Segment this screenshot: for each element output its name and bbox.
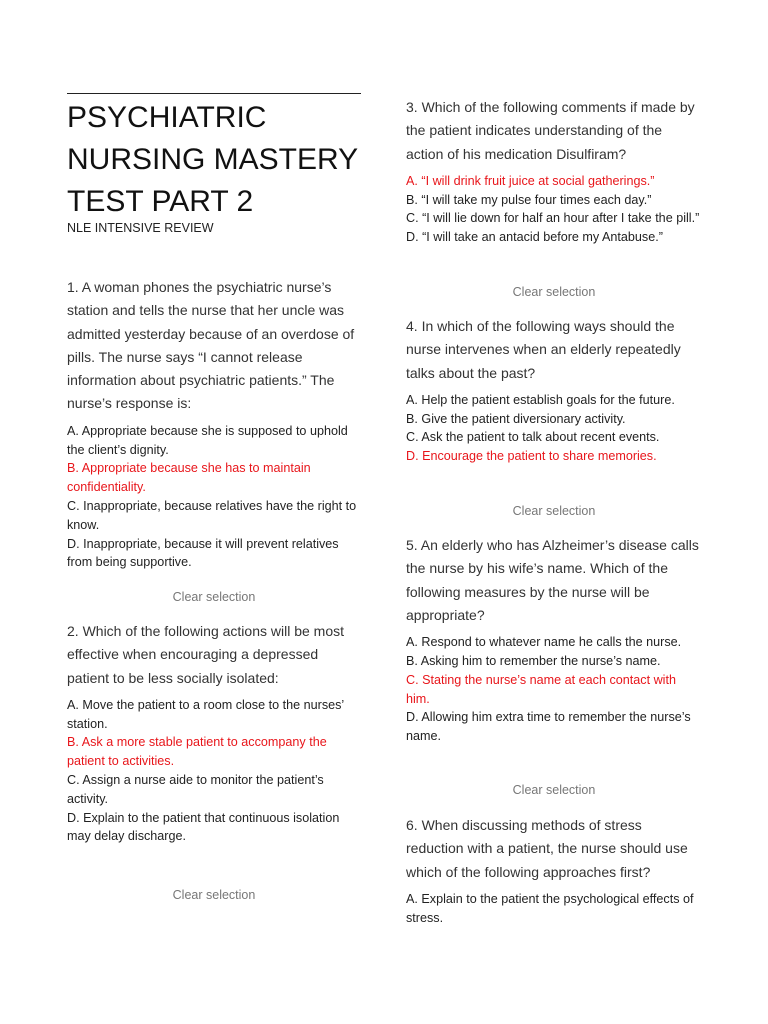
question-4 (406, 315, 702, 466)
option-c[interactable]: C. “I will lie down for half an hour after I take the pill.” (406, 211, 700, 226)
option-b[interactable]: B. Ask a more stable patient to accompany the patient to activities. (67, 735, 327, 769)
option-b[interactable]: B. “I will take my pulse four times each day.” (406, 192, 652, 207)
option-c[interactable]: C. Ask the patient to talk about recent events. (406, 430, 660, 445)
option-a[interactable]: A. Help the patient establish goals for the future. (406, 392, 675, 407)
question-text: 6. When discussing methods of stress reduction with a patient, the nurse should use which of the following approaches first? (406, 817, 688, 880)
question-3 (406, 96, 702, 247)
option-b[interactable]: B. Appropriate because she has to maintain confidentiality. (67, 461, 311, 495)
clear-selection-button[interactable]: Clear selection (512, 783, 596, 797)
option-a[interactable]: A. Move the patient to a room close to the nurses’ station. (67, 697, 344, 731)
clear-selection-button[interactable]: Clear selection (172, 888, 256, 902)
question-text: 2. Which of the following actions will be most effective when encouraging a depressed patient to be less socially isolated: (67, 623, 345, 686)
question-text: 5. An elderly who has Alzheimer’s disease calls the nurse by his wife’s name. Which of the following measures by the nurse will be appropriate? (406, 537, 699, 623)
clear-selection-button[interactable]: Clear selection (512, 504, 596, 518)
option-a[interactable]: A. Explain to the patient the psychological effects of stress. (406, 891, 694, 925)
question-6 (406, 814, 702, 927)
question-1 (67, 276, 361, 572)
option-d[interactable]: D. Encourage the patient to share memories. (406, 449, 657, 464)
page-title: PSYCHIATRIC NURSING MASTERY TEST PART 2 (67, 101, 358, 218)
clear-selection-button[interactable]: Clear selection (512, 285, 596, 299)
option-d[interactable]: D. Inappropriate, because it will prevent relatives from being supportive. (67, 536, 339, 570)
question-2 (67, 620, 361, 846)
option-d[interactable]: D. “I will take an antacid before my Antabuse.” (406, 230, 663, 245)
question-5 (406, 534, 702, 746)
option-c[interactable]: C. Assign a nurse aide to monitor the patient’s activity. (67, 773, 324, 806)
clear-selection-button[interactable]: Clear selection (172, 590, 256, 604)
question-text: 3. Which of the following comments if made by the patient indicates understanding of the action of his medication Disulfiram? (406, 99, 695, 162)
option-d[interactable]: D. Explain to the patient that continuous isolation may delay discharge. (67, 810, 340, 844)
option-c[interactable]: C. Inappropriate, because relatives have the right to know. (67, 498, 357, 532)
option-a[interactable]: A. “I will drink fruit juice at social gatherings.” (406, 173, 655, 188)
option-b[interactable]: B. Give the patient diversionary activity. (406, 411, 626, 426)
option-b[interactable]: B. Asking him to remember the nurse’s name. (406, 653, 661, 668)
question-text: 4. In which of the following ways should the nurse intervenes when an elderly repeatedly talks about the past? (406, 318, 681, 381)
question-text: 1. A woman phones the psychiatric nurse’s station and tells the nurse that her uncle was admitted yesterday because of an overdose of pills. The nurse says “I cannot release information about psychiatric patients.” The nurse’s response is: (67, 279, 355, 412)
option-c[interactable]: C. Stating the nurse’s name at each contact with him. (406, 672, 676, 706)
option-a[interactable]: A. Respond to whatever name he calls the nurse. (406, 635, 682, 650)
top-rule (67, 93, 361, 94)
option-a[interactable]: A. Appropriate because she is supposed to uphold the client’s dignity. (67, 423, 348, 457)
page-subtitle: NLE INTENSIVE REVIEW (67, 221, 214, 235)
option-d[interactable]: D. Allowing him extra time to remember the nurse’s name. (406, 710, 691, 744)
